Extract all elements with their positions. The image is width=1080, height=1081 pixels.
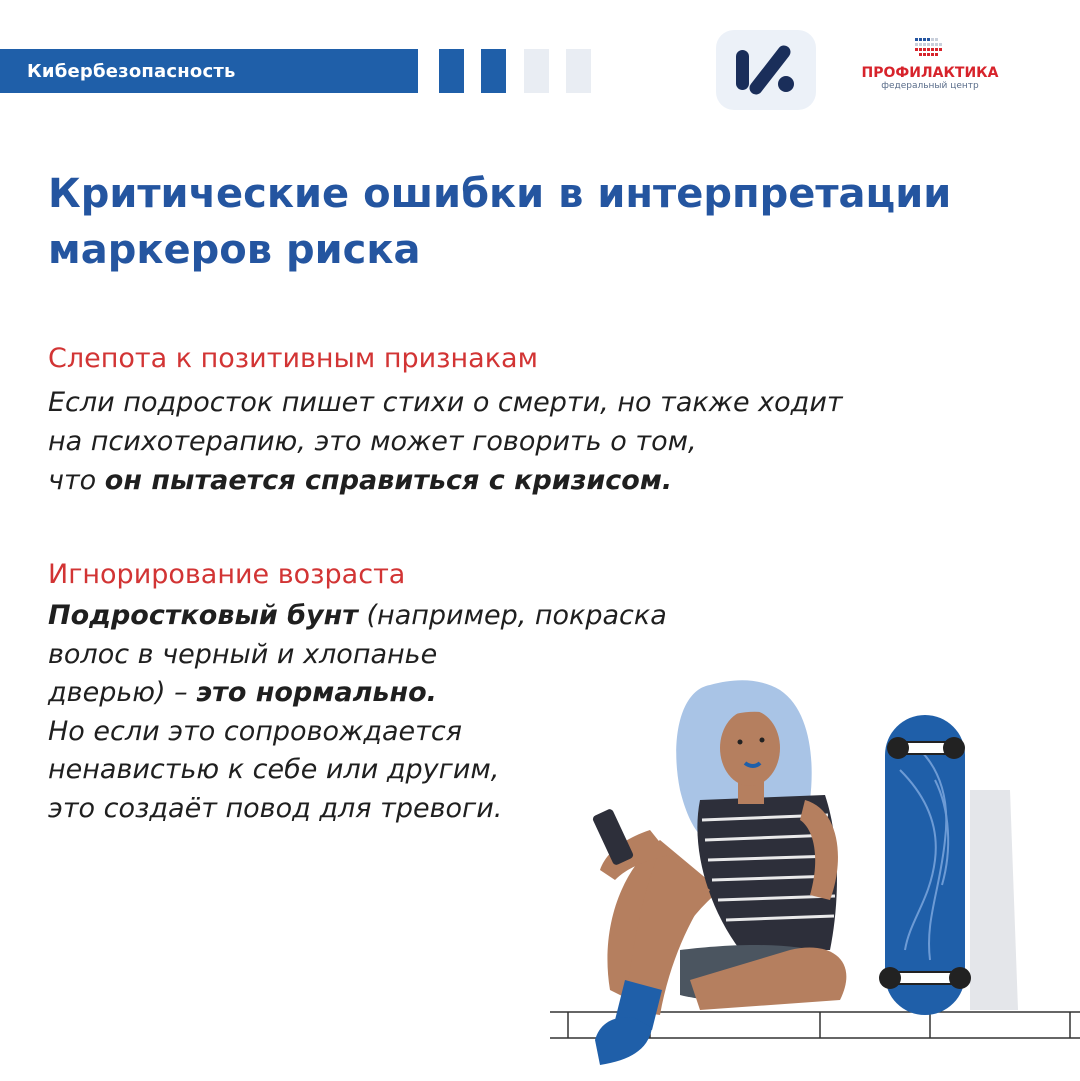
section-1-body bbox=[48, 383, 843, 500]
section-1-line-1: Если подросток пишет стихи о смерти, но также ходит bbox=[48, 387, 843, 418]
k-logo-icon bbox=[716, 30, 816, 110]
brand-name: ПРОФИЛАКТИКА bbox=[861, 65, 999, 81]
section-2-line-2: волос в черный и хлопанье bbox=[48, 638, 438, 670]
skateboard-icon bbox=[879, 715, 1018, 1015]
page-title-line-1: Критические ошибки в интерпретации bbox=[48, 171, 952, 217]
section-1-emphasis: он пытается справиться с кризисом. bbox=[104, 465, 673, 496]
decor-square-2 bbox=[481, 49, 506, 93]
brand-grid-icon bbox=[915, 36, 945, 62]
section-2-line-6: это создаёт повод для тревоги. bbox=[48, 792, 503, 824]
girl-with-phone-illustration bbox=[540, 660, 1080, 1081]
decor-square-1 bbox=[439, 49, 464, 93]
category-tag bbox=[0, 49, 418, 93]
section-2-title: Игнорирование возраста bbox=[48, 559, 406, 590]
category-tag-label: Кибербезопасность bbox=[27, 60, 236, 82]
page-title bbox=[48, 166, 1048, 278]
phone-icon bbox=[592, 808, 635, 866]
section-2-line-1: Подростковый бунт (например, покраска bbox=[48, 600, 667, 631]
section-2-line-3: дверью) – это нормально. bbox=[48, 677, 437, 708]
section-1-title: Слепота к позитивным признакам bbox=[48, 343, 538, 374]
decor-square-3 bbox=[524, 49, 549, 93]
brand-logo bbox=[855, 36, 1005, 92]
brand-subtitle: федеральный центр bbox=[881, 81, 979, 91]
section-1-line-3: что он пытается справиться с кризисом. bbox=[48, 465, 673, 496]
decor-square-4 bbox=[566, 49, 591, 93]
section-2-line-4: Но если это сопровождается bbox=[48, 715, 462, 747]
section-1-line-2: на психотерапию, это может говорить о том, bbox=[48, 426, 697, 457]
section-2-emphasis-1: Подростковый бунт bbox=[48, 600, 358, 631]
section-2-line-5: ненавистью к себе или другим, bbox=[48, 754, 500, 785]
page-title-line-2: маркеров риска bbox=[48, 227, 421, 273]
section-2-emphasis-2: это нормально. bbox=[196, 677, 437, 708]
